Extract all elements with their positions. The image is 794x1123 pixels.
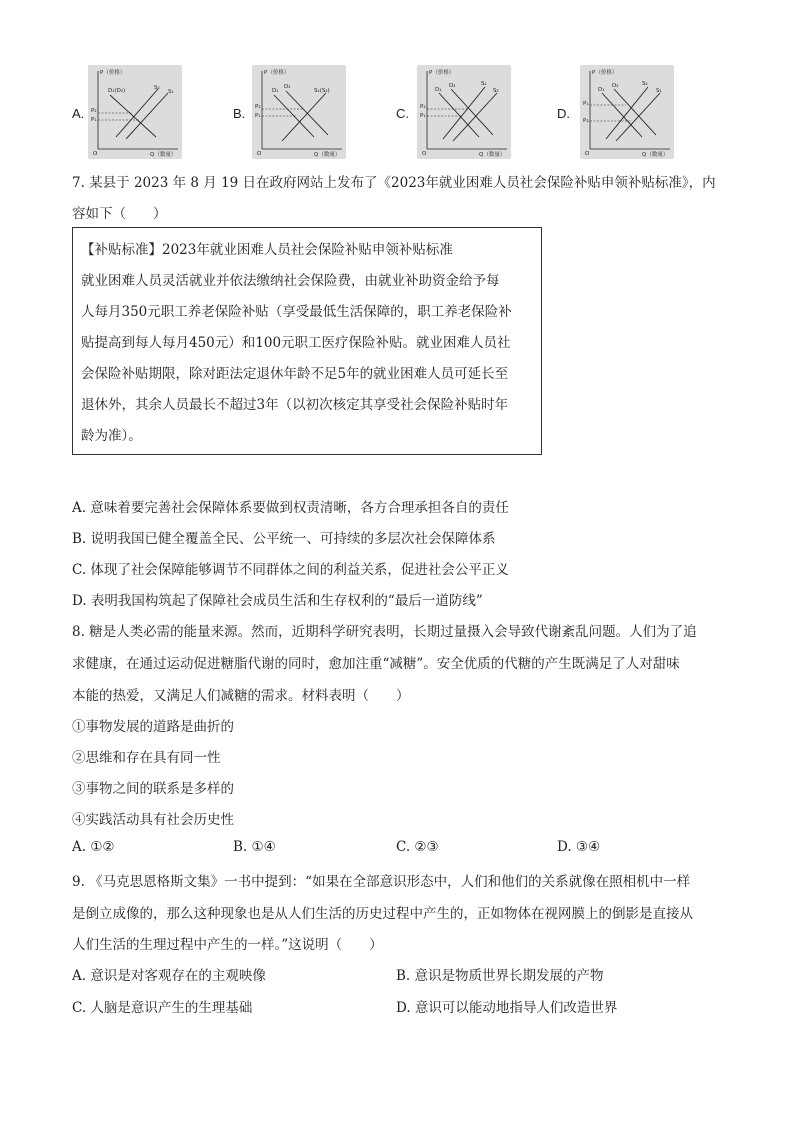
q7-option-d: D. 表明我国构筑起了保障社会成员生活和生存权利的“最后一道防线” [72, 593, 483, 609]
q9-option-d: D. 意识可以能动地指导人们改造世界 [396, 1000, 618, 1016]
q8-option-d: D. ③④ [557, 839, 601, 855]
price-tick-label: P₁ [583, 101, 589, 107]
box-line: 会保险补贴期限，除对距法定退休年龄不足5年的就业困难人员可延长至 [81, 366, 509, 382]
origin-label: O [422, 151, 427, 157]
demand-curve-label: D₁ [435, 87, 442, 93]
price-tick-label: P₂ [420, 104, 426, 110]
supply-curve-label: S₁(S₂) [314, 88, 330, 94]
q7-stem-line-1: 7. 某县于 2023 年 8 月 19 日在政府网站上发布了《2023年就业困难人员社会保险补贴申领补贴标准》，内 [72, 175, 716, 191]
q9-stem-line-2: 是倒立成像的，那么这种现象也是从人们生活的历史过程中产生的，正如物体在视网膜上的倒影是直接从 [72, 906, 693, 922]
price-axis-label: P（价格） [100, 70, 126, 76]
q9-option-c: C. 人脑是意识产生的生理基础 [72, 1000, 253, 1016]
q8-stem-line-3: 本能的热爱，又满足人们减糖的需求。材料表明（ ） [72, 688, 410, 704]
price-tick-label: P₂ [583, 118, 589, 124]
box-line: 人每月350元职工养老保险补贴（享受最低生活保障的，职工养老保险补 [81, 304, 512, 320]
box-line: 退休外，其余人员最长不超过3年（以初次核定其享受社会保险补贴时年 [81, 397, 509, 413]
q8-option-b: B. ①④ [233, 839, 276, 855]
q9-stem-line-1: 9. 《马克思恩格斯文集》一书中提到：“如果在全部意识形态中，人们和他们的关系就像在照相机中一样 [72, 874, 691, 890]
quantity-axis-label: Q（数量） [314, 152, 341, 158]
demand-curve-label: D₂ [284, 84, 291, 90]
supply-demand-graph-c [417, 65, 511, 159]
demand-curve-label: D₁ [272, 88, 279, 94]
box-line: 就业困难人员灵活就业并依法缴纳社会保险费，由就业补助资金给予每 [81, 273, 500, 289]
box-line: 贴提高到每人每月450元）和100元职工医疗保险补贴。就业困难人员社 [81, 335, 511, 351]
q8-option-a: A. ①② [72, 839, 115, 855]
supply-demand-graph-d [580, 65, 674, 159]
quantity-axis-label: Q（数量） [150, 152, 177, 158]
quantity-axis-label: Q（数量） [479, 152, 506, 158]
demand-curve-label: D₁(D₂) [108, 88, 126, 94]
supply-curve-label: S₂ [154, 85, 160, 91]
q7-stem-line-2: 容如下（ ） [72, 206, 167, 222]
price-tick-label: P₁ [91, 117, 97, 123]
q9-option-a: A. 意识是对客观存在的主观映像 [72, 968, 266, 984]
price-tick-label: P₂ [91, 108, 97, 114]
box-title: 【补贴标准】2023年就业困难人员社会保险补贴申领补贴标准 [81, 242, 453, 258]
q8-statement-4: ④实践活动具有社会历史性 [72, 812, 234, 828]
q7-option-c: C. 体现了社会保障能够调节不同群体之间的利益关系，促进社会公平正义 [72, 562, 509, 578]
q8-statement-2: ②思维和存在具有同一性 [72, 750, 221, 766]
supply-curve-label: S₁ [481, 81, 487, 87]
demand-curve-label: D₂ [612, 83, 619, 89]
quantity-axis-label: Q（数量） [642, 152, 669, 158]
q7-option-b: B. 说明我国已健全覆盖全民、公平统一、可持续的多层次社会保障体系 [72, 531, 496, 547]
origin-label: O [585, 151, 590, 157]
supply-curve-label: S₂ [642, 81, 648, 87]
supply-curve-label: S₂ [493, 88, 499, 94]
q8-statement-3: ③事物之间的联系是多样的 [72, 781, 234, 797]
supply-demand-graph-b [252, 65, 346, 159]
price-axis-label: P（价格） [264, 70, 290, 76]
q9-option-b: B. 意识是物质世界长期发展的产物 [396, 968, 604, 984]
supply-curve-label: S₁ [656, 88, 662, 94]
option-letter-c: C. [396, 106, 409, 121]
price-axis-label: P（价格） [429, 70, 455, 76]
q8-statement-1: ①事物发展的道路是曲折的 [72, 719, 234, 735]
price-tick-label: P₂ [255, 104, 261, 110]
price-axis-label: P（价格） [592, 70, 618, 76]
option-letter-d: D. [557, 106, 570, 121]
q8-stem-line-2: 求健康，在通过运动促进糖脂代谢的同时，愈加注重“减糖”。安全优质的代糖的产生既满足了人对甜味 [72, 656, 680, 672]
origin-label: O [257, 151, 262, 157]
demand-curve-label: D₂ [449, 83, 456, 89]
demand-curve-label: D₁ [598, 87, 605, 93]
supply-demand-graph-a [88, 65, 182, 159]
box-line: 龄为准）。 [81, 428, 142, 444]
q7-option-a: A. 意味着要完善社会保障体系要做到权责清晰，各方合理承担各自的责任 [72, 500, 509, 516]
price-tick-label: P₁ [255, 113, 261, 119]
price-tick-label: P₁ [420, 113, 426, 119]
q8-option-c: C. ②③ [396, 839, 439, 855]
option-letter-a: A. [72, 106, 85, 121]
origin-label: O [93, 151, 98, 157]
q9-stem-line-3: 人们生活的生理过程中产生的一样。”这说明（ ） [72, 937, 383, 953]
q8-stem-line-1: 8. 糖是人类必需的能量来源。然而，近期科学研究表明，长期过量摄入会导致代谢紊乱问题。人们为了追 [72, 624, 697, 640]
supply-curve-label: S₁ [168, 89, 174, 95]
option-letter-b: B. [233, 106, 246, 121]
subsidy-standard-box [72, 227, 542, 455]
